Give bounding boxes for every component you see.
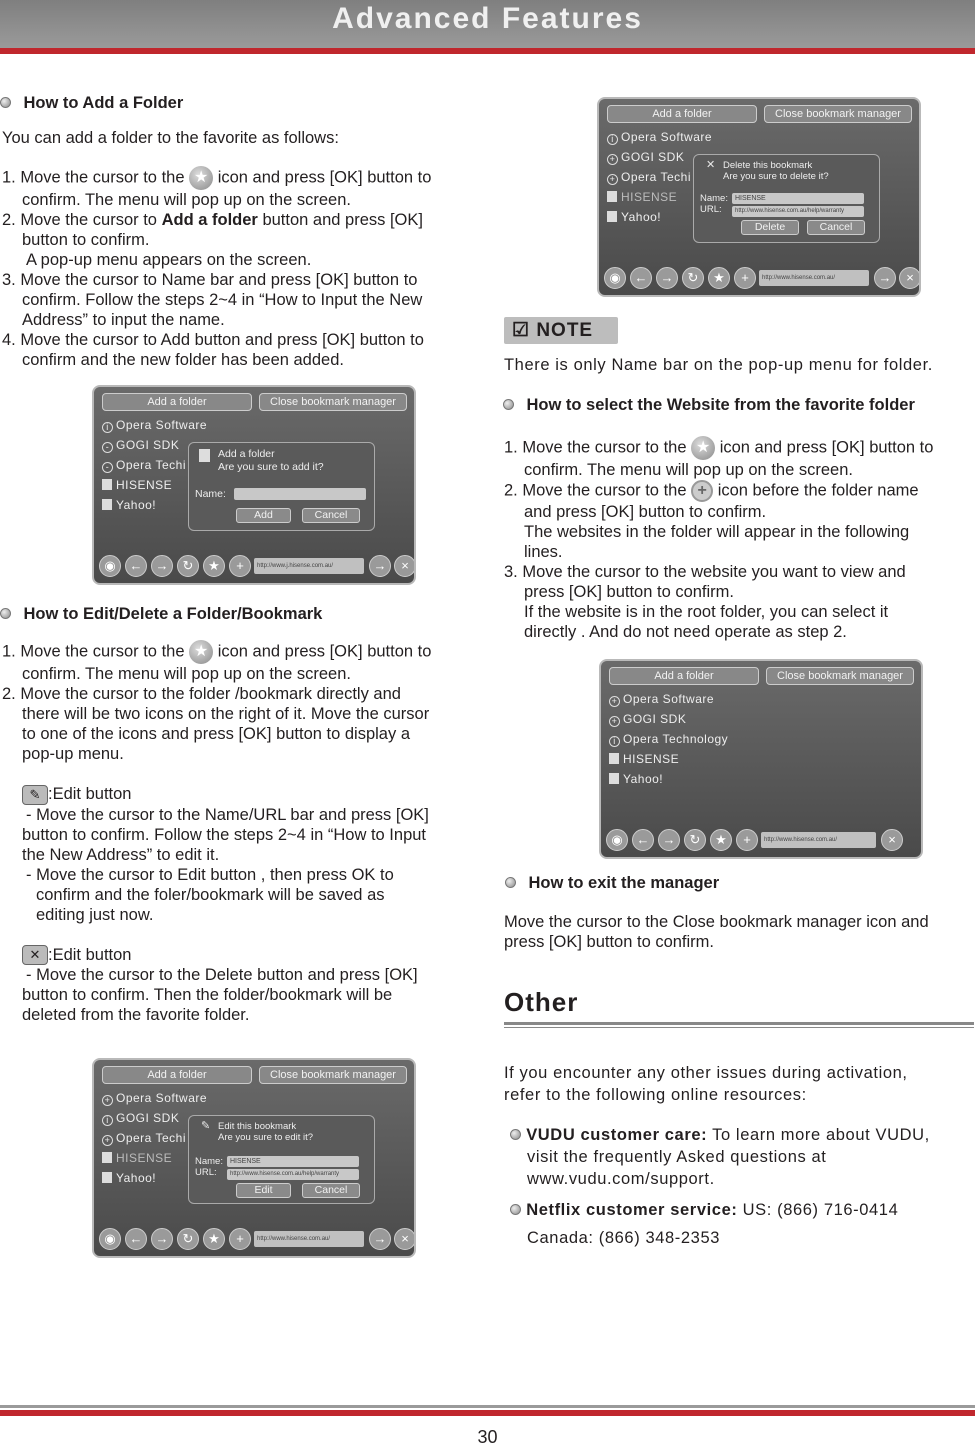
add-button[interactable]: Add xyxy=(236,508,291,523)
page-icon xyxy=(102,1172,112,1183)
step-text: 1. Move the cursor to the xyxy=(2,168,185,187)
popup-question: Are you sure to add it? xyxy=(218,461,324,473)
step-text: deleted from the favorite folder. xyxy=(22,1006,250,1025)
info-icon: i xyxy=(102,422,113,433)
forward-icon[interactable]: → xyxy=(656,267,678,289)
refresh-icon[interactable]: ↻ xyxy=(177,555,199,577)
netflix-item xyxy=(510,1196,898,1252)
step-text: to one of the icons and press [OK] button to display a xyxy=(22,725,410,743)
popup-question: Are you sure to delete it? xyxy=(723,171,829,182)
toolbar xyxy=(601,829,921,853)
exit-text xyxy=(504,912,974,952)
close-manager-button[interactable]: Close bookmark manager xyxy=(259,393,407,411)
step-text: directly . And do not need operate as step 2. xyxy=(524,623,847,641)
close-icon[interactable]: × xyxy=(394,555,416,577)
url-bar[interactable]: http://www.j.hisense.com.au/ xyxy=(254,558,364,574)
back-icon[interactable]: ← xyxy=(632,829,654,851)
list-item[interactable]: HISENSE xyxy=(102,478,172,492)
step-text: 2. Move the cursor to xyxy=(2,211,157,229)
step-text: confirm. The menu will pop up on the screen. xyxy=(22,191,351,209)
cancel-button[interactable]: Cancel xyxy=(807,220,865,235)
edit-delete-heading-row xyxy=(0,605,322,624)
header-divider xyxy=(0,48,975,54)
select-heading-row xyxy=(503,396,915,415)
name-label: Name: xyxy=(700,193,728,204)
star-icon[interactable]: ★ xyxy=(203,1228,225,1250)
cancel-button[interactable]: Cancel xyxy=(302,508,360,523)
list-item[interactable]: + Opera Techi xyxy=(607,170,691,185)
step-text: If the website is in the root folder, you can select it xyxy=(524,603,889,621)
delete-bookmark-popup xyxy=(693,154,880,243)
close-manager-button[interactable]: Close bookmark manager xyxy=(766,667,914,685)
vudu-text: To learn more about VUDU, xyxy=(712,1126,930,1144)
forward-icon[interactable]: → xyxy=(151,555,173,577)
toolbar xyxy=(94,555,414,579)
step-text: The websites in the folder will appear in the following xyxy=(524,523,910,541)
close-icon[interactable]: × xyxy=(881,829,903,851)
step-text: 1. Move the cursor to the xyxy=(2,642,185,661)
note-label: NOTE xyxy=(536,320,594,341)
star-icon[interactable]: ★ xyxy=(203,555,225,577)
add-folder-heading-row xyxy=(0,94,183,113)
cancel-button[interactable]: Cancel xyxy=(302,1183,360,1198)
page-icon xyxy=(609,753,619,764)
add-folder-heading: How to Add a Folder xyxy=(23,94,184,112)
list-item[interactable]: HISENSE xyxy=(609,752,679,766)
url-bar[interactable]: http://www.hisense.com.au/ xyxy=(759,270,869,286)
globe-icon[interactable]: ◉ xyxy=(99,1228,121,1250)
star-icon: ★ xyxy=(189,166,213,190)
step-text: A pop-up menu appears on the screen. xyxy=(26,251,312,269)
exit-heading-row xyxy=(505,874,719,893)
list-item[interactable]: + GOGI SDK xyxy=(607,150,684,165)
list-item[interactable]: Yahoo! xyxy=(102,1171,156,1185)
forward-icon[interactable]: → xyxy=(658,829,680,851)
folder-icon xyxy=(199,449,210,462)
page-icon xyxy=(607,191,617,202)
add-folder-intro: You can add a folder to the favorite as follows: xyxy=(2,129,339,147)
add-folder-button[interactable]: Add a folder xyxy=(102,393,252,411)
step-text: confirm. The menu will pop up on the screen. xyxy=(22,665,351,683)
exit-line: Move the cursor to the Close bookmark manager icon and xyxy=(504,913,929,931)
step-text: - Move the cursor to Edit button , then press OK to xyxy=(26,865,394,884)
minus-icon: - xyxy=(102,462,113,473)
name-label: Name: xyxy=(195,1156,223,1167)
list-item[interactable]: + Opera Software xyxy=(609,692,714,707)
list-item[interactable]: i GOGI SDK xyxy=(102,1111,179,1126)
screen-edit-bookmark xyxy=(92,1058,416,1258)
other-divider xyxy=(504,1022,974,1025)
back-icon[interactable]: ← xyxy=(125,1228,147,1250)
exit-heading: How to exit the manager xyxy=(528,874,720,892)
bullet-icon xyxy=(510,1204,521,1215)
page-header xyxy=(0,0,975,48)
edit-label: :Edit button xyxy=(48,785,132,803)
delete-button[interactable]: Delete xyxy=(741,220,799,235)
step-text: button to confirm. Then the folder/bookmark will be xyxy=(22,986,393,1005)
bullet-icon xyxy=(0,608,11,619)
netflix-canada-phone: Canada: (866) 348-2353 xyxy=(527,1229,720,1247)
page-icon xyxy=(102,479,112,490)
url-label: URL: xyxy=(195,1167,217,1178)
bullet-icon xyxy=(505,877,516,888)
list-item[interactable]: Yahoo! xyxy=(607,210,661,224)
forward-icon[interactable]: → xyxy=(151,1228,173,1250)
step-text: the New Address” to edit it. xyxy=(22,845,220,864)
list-item[interactable]: + Opera Software xyxy=(102,1091,207,1106)
step-text: pop-up menu. xyxy=(22,745,124,763)
refresh-icon[interactable]: ↻ xyxy=(682,267,704,289)
plus-icon: + xyxy=(102,1135,113,1146)
checkbox-icon: ☑ xyxy=(512,320,531,341)
step-text: confirm and the new folder has been added. xyxy=(22,351,344,369)
vudu-item xyxy=(510,1124,975,1190)
page-title: Advanced Features xyxy=(332,2,643,35)
refresh-icon[interactable]: ↻ xyxy=(684,829,706,851)
star-icon[interactable]: ★ xyxy=(708,267,730,289)
edit-icon: ✎ xyxy=(22,785,48,805)
plus-icon: + xyxy=(102,1095,113,1106)
other-divider-thin xyxy=(504,1027,974,1028)
step-text: confirm and the foler/bookmark will be saved as xyxy=(36,885,385,904)
step-text: icon before the folder name xyxy=(717,481,919,500)
back-icon[interactable]: ← xyxy=(630,267,652,289)
popup-title: Delete this bookmark xyxy=(723,160,813,171)
list-item[interactable]: i Opera Software xyxy=(607,130,712,145)
step-text: there will be two icons on the right of it. Move the cursor xyxy=(22,705,430,723)
info-icon: i xyxy=(102,1115,113,1126)
footer-divider xyxy=(0,1410,975,1416)
plus-icon: + xyxy=(607,174,618,185)
add-folder-steps xyxy=(2,166,472,370)
step-text: editing just now. xyxy=(36,905,154,924)
list-item[interactable]: - GOGI SDK xyxy=(102,438,179,453)
go-icon[interactable]: → xyxy=(874,267,896,289)
step-text: lines. xyxy=(524,543,563,561)
delete-label: :Edit button xyxy=(48,945,132,964)
vudu-text: visit the frequently Asked questions at xyxy=(527,1148,827,1166)
name-label: Name: xyxy=(195,488,226,500)
edit-icon: ✎ xyxy=(201,1120,211,1132)
step-text: icon and press [OK] button to xyxy=(217,642,432,661)
info-icon: i xyxy=(609,736,620,747)
name-input[interactable]: HISENSE xyxy=(227,1156,359,1167)
list-item[interactable]: + GOGI SDK xyxy=(609,712,686,727)
minus-icon: - xyxy=(102,442,113,453)
step-text: - Move the cursor to the Delete button and press [OK] xyxy=(26,966,418,985)
close-icon[interactable]: × xyxy=(899,267,921,289)
star-icon: ★ xyxy=(691,436,715,460)
plus-icon: + xyxy=(607,154,618,165)
globe-icon[interactable]: ◉ xyxy=(604,267,626,289)
toolbar xyxy=(94,1228,414,1252)
add-bookmark-icon[interactable]: + xyxy=(229,1228,251,1250)
select-heading: How to select the Website from the favorite folder xyxy=(526,396,915,414)
plus-icon: + xyxy=(609,696,620,707)
add-folder-button[interactable]: Add a folder xyxy=(607,105,757,123)
name-input[interactable] xyxy=(234,488,366,500)
page-icon xyxy=(102,1152,112,1163)
url-input[interactable]: http://www.hisense.com.au/help/warranty xyxy=(732,206,864,217)
add-folder-button[interactable]: Add a folder xyxy=(609,667,759,685)
edit-button[interactable]: Edit xyxy=(236,1183,291,1198)
plus-icon: + xyxy=(691,480,713,502)
step-text: 3. Move the cursor to the website you want to view and xyxy=(504,563,906,581)
edit-delete-steps xyxy=(2,640,472,1025)
add-bookmark-icon[interactable]: + xyxy=(734,267,756,289)
list-item[interactable]: + Opera Techi xyxy=(102,1131,186,1146)
list-item[interactable]: Yahoo! xyxy=(102,498,156,512)
popup-title: Edit this bookmark xyxy=(218,1121,297,1132)
list-item[interactable]: Yahoo! xyxy=(609,772,663,786)
vudu-label: VUDU customer care: xyxy=(526,1126,708,1144)
popup-title: Add a folder xyxy=(218,448,275,460)
list-item[interactable]: i Opera Technology xyxy=(609,732,728,747)
page-icon xyxy=(102,499,112,510)
go-icon[interactable]: → xyxy=(369,555,391,577)
globe-icon[interactable]: ◉ xyxy=(99,555,121,577)
list-item[interactable]: HISENSE xyxy=(102,1151,172,1165)
back-icon[interactable]: ← xyxy=(125,555,147,577)
star-icon[interactable]: ★ xyxy=(710,829,732,851)
toolbar xyxy=(599,267,919,291)
step-text: button to confirm. xyxy=(22,231,150,249)
add-folder-button[interactable]: Add a folder xyxy=(102,1066,252,1084)
step-text: icon and press [OK] button to xyxy=(217,168,432,187)
step-text: 4. Move the cursor to Add button and press [OK] button to xyxy=(2,331,424,349)
edit-bookmark-popup xyxy=(188,1115,375,1204)
star-icon: ★ xyxy=(189,640,213,664)
url-input[interactable]: http://www.hisense.com.au/help/warranty xyxy=(227,1169,359,1180)
vudu-link[interactable]: www.vudu.com/support. xyxy=(527,1170,715,1188)
refresh-icon[interactable]: ↻ xyxy=(177,1228,199,1250)
step-text: confirm. The menu will pop up on the screen. xyxy=(524,461,853,479)
plus-icon: + xyxy=(609,716,620,727)
bullet-icon xyxy=(510,1129,521,1140)
step-text: button to confirm. Follow the steps 2~4 in “How to Input xyxy=(22,825,427,844)
other-line: refer to the following online resources: xyxy=(504,1086,807,1104)
bullet-icon xyxy=(0,97,11,108)
step-text: Address” to input the name. xyxy=(22,311,225,329)
bullet-icon xyxy=(503,399,514,410)
other-heading: Other xyxy=(504,987,579,1017)
edit-delete-heading: How to Edit/Delete a Folder/Bookmark xyxy=(23,605,323,623)
step-text: button and press [OK] xyxy=(262,211,423,229)
step-text: 3. Move the cursor to Name bar and press [OK] button to xyxy=(2,271,418,289)
screen-add-folder xyxy=(92,385,416,585)
step-text: - Move the cursor to the Name/URL bar and press [OK] xyxy=(26,805,429,824)
add-folder-popup xyxy=(188,442,375,531)
netflix-label: Netflix customer service: xyxy=(526,1201,738,1219)
screen-bookmark-list xyxy=(599,659,923,859)
step-text: 2. Move the cursor to the xyxy=(504,481,687,500)
other-intro xyxy=(504,1062,908,1106)
delete-icon: ✕ xyxy=(22,945,48,965)
close-manager-button[interactable]: Close bookmark manager xyxy=(764,105,912,123)
step-bold: Add a folder xyxy=(161,211,258,229)
step-text: 2. Move the cursor to the folder /bookmark directly and xyxy=(2,685,401,703)
step-text: icon and press [OK] button to xyxy=(719,438,934,457)
list-item[interactable]: HISENSE xyxy=(607,190,677,204)
name-input[interactable]: HISENSE xyxy=(732,193,864,204)
go-icon[interactable]: → xyxy=(369,1228,391,1250)
page-icon xyxy=(609,773,619,784)
step-text: confirm. Follow the steps 2~4 in “How to Input the New xyxy=(22,291,423,309)
step-text: and press [OK] button to confirm. xyxy=(524,503,767,521)
info-icon: i xyxy=(607,134,618,145)
select-steps xyxy=(504,436,974,642)
delete-icon: ✕ xyxy=(706,159,716,171)
page-number: 30 xyxy=(477,1427,498,1444)
step-text: press [OK] button to confirm. xyxy=(524,583,735,601)
url-bar[interactable]: http://www.hisense.com.au/ xyxy=(254,1231,364,1247)
popup-question: Are you sure to edit it? xyxy=(218,1132,314,1143)
screen-delete-bookmark xyxy=(597,97,921,297)
netflix-us-phone: US: (866) 716-0414 xyxy=(742,1201,899,1219)
note-text: There is only Name bar on the pop-up menu for folder. xyxy=(504,356,933,374)
step-text: 1. Move the cursor to the xyxy=(504,438,687,457)
list-item[interactable]: i Opera Software xyxy=(102,418,207,433)
add-bookmark-icon[interactable]: + xyxy=(229,555,251,577)
page-icon xyxy=(607,211,617,222)
globe-icon[interactable]: ◉ xyxy=(606,829,628,851)
exit-line: press [OK] button to confirm. xyxy=(504,933,715,951)
add-bookmark-icon[interactable]: + xyxy=(736,829,758,851)
footer-divider-grey xyxy=(0,1405,975,1408)
url-label: URL: xyxy=(700,204,722,215)
url-bar[interactable]: http://www.hisense.com.au/ xyxy=(761,832,876,848)
close-manager-button[interactable]: Close bookmark manager xyxy=(259,1066,407,1084)
close-icon[interactable]: × xyxy=(394,1228,416,1250)
note-badge xyxy=(504,317,618,344)
list-item[interactable]: - Opera Techi xyxy=(102,458,186,473)
other-line: If you encounter any other issues during activation, xyxy=(504,1064,908,1082)
